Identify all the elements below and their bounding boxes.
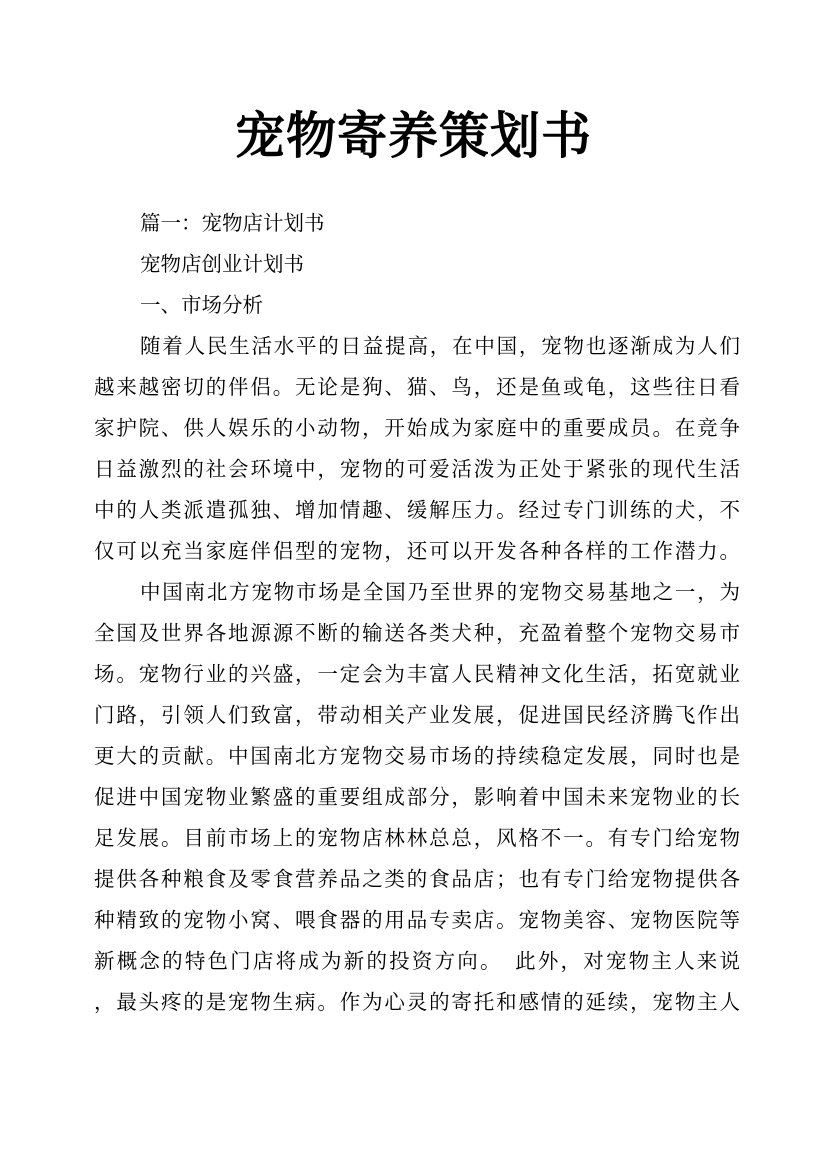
paragraph-line: 中的人类派遣孤独、增加情趣、缓解压力。经过专门训练的犬，不: [94, 498, 740, 522]
paragraph-line: 更大的贡献。中国南北方宠物交易市场的持续稳定发展，同时也是: [94, 744, 740, 768]
paragraph-line: 促进中国宠物业繁盛的重要组成部分，影响着中国未来宠物业的长: [94, 785, 740, 809]
plan-heading: 宠物店创业计划书: [140, 252, 304, 276]
paragraph-line: ，最头疼的是宠物生病。作为心灵的寄托和感情的延续，宠物主人: [94, 990, 740, 1014]
document-title: 宠物寄养策划书: [235, 107, 592, 165]
paragraph-line: 日益激烈的社会环境中，宠物的可爱活泼为正处于紧张的现代生活: [94, 457, 740, 481]
paragraph-line: 越来越密切的伴侣。无论是狗、猫、鸟，还是鱼或龟，这些往日看: [94, 375, 740, 399]
paragraph-line: 足发展。目前市场上的宠物店林林总总，风格不一。有专门给宠物: [94, 826, 740, 850]
paragraph-line: 仅可以充当家庭伴侣型的宠物，还可以开发各种各样的工作潜力。: [94, 539, 740, 563]
paragraph-line: 门路，引领人们致富，带动相关产业发展，促进国民经济腾飞作出: [94, 703, 740, 727]
paragraph-line: 家护院、供人娱乐的小动物，开始成为家庭中的重要成员。在竞争: [94, 416, 740, 440]
paragraph-line: 提供各种粮食及零食营养品之类的食品店；也有专门给宠物提供各: [94, 867, 740, 891]
document-body: [94, 203, 740, 1023]
paragraph-line: 中国南北方宠物市场是全国乃至世界的宠物交易基地之一，为: [140, 580, 740, 604]
paragraph-line: 全国及世界各地源源不断的输送各类犬种，充盈着整个宠物交易市: [94, 621, 740, 645]
paragraph-line: 新概念的特色门店将成为新的投资方向。 此外，对宠物主人来说: [94, 949, 740, 973]
chapter-heading: 篇一：宠物店计划书: [140, 211, 325, 235]
paragraph-line: 场。宠物行业的兴盛，一定会为丰富人民精神文化生活，拓宽就业: [94, 662, 740, 686]
paragraph-line: 随着人民生活水平的日益提高，在中国，宠物也逐渐成为人们: [140, 334, 740, 358]
section-heading: 一、市场分析: [140, 293, 263, 317]
paragraph-line: 种精致的宠物小窝、喂食器的用品专卖店。宠物美容、宠物医院等: [94, 908, 740, 932]
